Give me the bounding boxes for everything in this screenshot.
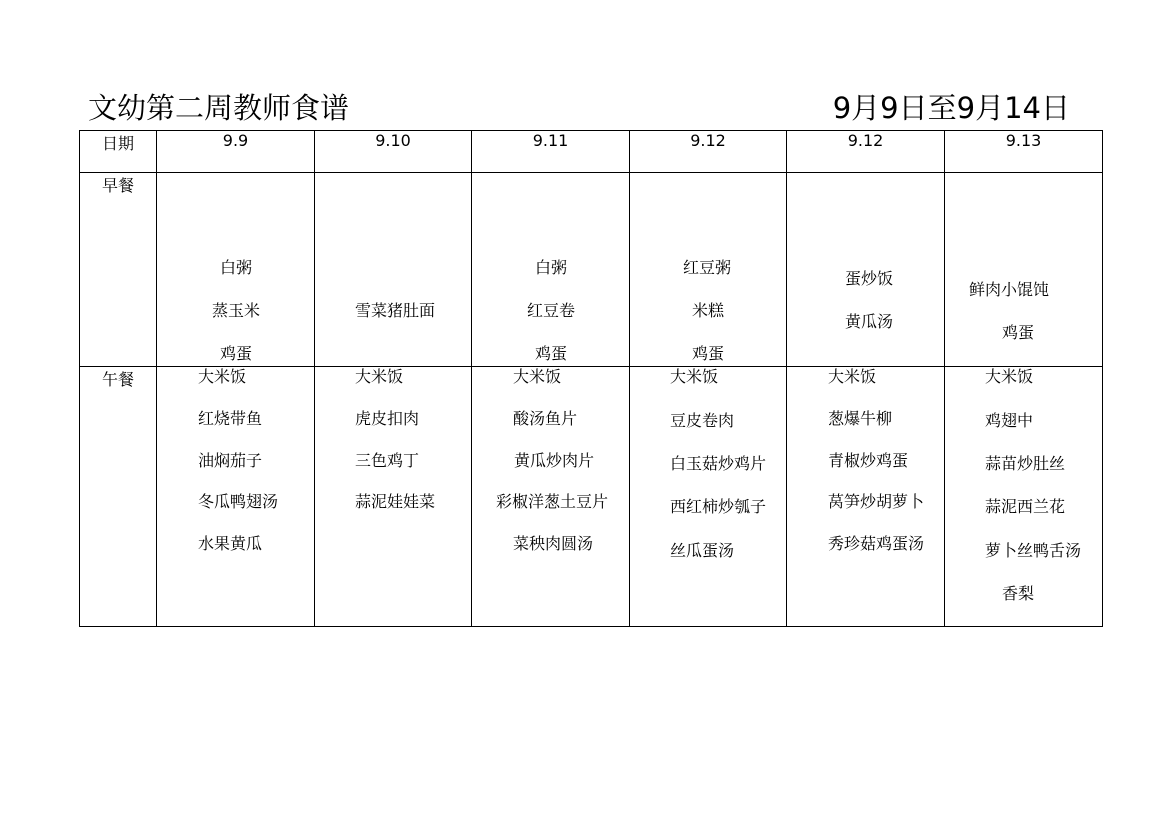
date-cell: 9.11 — [472, 131, 630, 173]
menu-item: 蒜泥西兰花 — [985, 497, 1066, 516]
menu-item: 黄瓜炒肉片 — [514, 451, 595, 470]
menu-item: 大米饭 — [513, 367, 562, 386]
menu-item: 白玉菇炒鸡片 — [670, 454, 767, 473]
menu-item: 丝瓜蛋汤 — [670, 541, 735, 560]
lunch-row — [80, 367, 1103, 627]
menu-item: 虎皮扣肉 — [355, 409, 420, 428]
menu-item: 白粥 — [220, 258, 253, 277]
menu-item: 菜秧肉圆汤 — [513, 534, 594, 553]
menu-item: 酸汤鱼片 — [513, 409, 578, 428]
menu-table — [79, 130, 1103, 627]
menu-item: 蒜苗炒肚丝 — [985, 454, 1066, 473]
menu-item: 三色鸡丁 — [355, 451, 420, 470]
menu-item: 鸡蛋 — [220, 344, 253, 363]
menu-item: 大米饭 — [985, 367, 1034, 386]
menu-item: 鸡蛋 — [535, 344, 568, 363]
menu-item: 葱爆牛柳 — [828, 409, 893, 428]
menu-item: 萝卜丝鸭舌汤 — [985, 541, 1082, 560]
menu-item: 蛋炒饭 — [845, 269, 894, 288]
menu-item: 冬瓜鸭翅汤 — [198, 492, 279, 511]
date-cell: 9.12 — [787, 131, 945, 173]
date-cell: 9.12 — [630, 131, 787, 173]
date-cell: 9.13 — [945, 131, 1103, 173]
menu-item: 米糕 — [692, 301, 725, 320]
lunch-label: 午餐 — [80, 367, 157, 627]
menu-item: 黄瓜汤 — [845, 312, 894, 331]
breakfast-cell — [472, 173, 630, 367]
menu-item: 蒜泥娃娃菜 — [355, 492, 436, 511]
breakfast-cell — [787, 173, 945, 367]
menu-item: 豆皮卷肉 — [670, 411, 735, 430]
breakfast-cell — [315, 173, 472, 367]
menu-item: 油焖茄子 — [198, 451, 263, 470]
menu-item: 大米饭 — [828, 367, 877, 386]
menu-item: 蒸玉米 — [212, 301, 261, 320]
menu-item: 大米饭 — [198, 367, 247, 386]
lunch-cell — [787, 367, 945, 627]
breakfast-cell — [157, 173, 315, 367]
menu-item: 大米饭 — [355, 367, 404, 386]
menu-item: 红豆卷 — [527, 301, 576, 320]
menu-item: 大米饭 — [670, 367, 719, 386]
breakfast-cell — [630, 173, 787, 367]
lunch-cell — [472, 367, 630, 627]
menu-item: 秀珍菇鸡蛋汤 — [828, 534, 925, 553]
menu-item: 雪菜猪肚面 — [355, 301, 436, 320]
page-title: 文幼第二周教师食谱 — [88, 91, 350, 125]
menu-item: 鲜肉小馄饨 — [969, 280, 1050, 299]
date-header: 日期 — [80, 131, 157, 173]
date-range: 9月9日至9月14日 — [832, 91, 1070, 125]
menu-item: 西红柿炒瓠子 — [670, 497, 767, 516]
menu-item: 彩椒洋葱土豆片 — [496, 492, 609, 511]
menu-item: 鸡翅中 — [985, 411, 1034, 430]
menu-item: 红烧带鱼 — [198, 409, 263, 428]
lunch-cell — [315, 367, 472, 627]
date-row — [80, 131, 1103, 173]
lunch-cell — [630, 367, 787, 627]
menu-item: 鸡蛋 — [1002, 323, 1035, 342]
menu-item: 鸡蛋 — [692, 344, 725, 363]
menu-item: 莴笋炒胡萝卜 — [828, 492, 925, 511]
menu-item: 红豆粥 — [683, 258, 732, 277]
date-cell: 9.10 — [315, 131, 472, 173]
breakfast-row — [80, 173, 1103, 367]
breakfast-label: 早餐 — [80, 173, 157, 367]
menu-item: 青椒炒鸡蛋 — [828, 451, 909, 470]
menu-item: 白粥 — [535, 258, 568, 277]
menu-item: 水果黄瓜 — [198, 534, 263, 553]
menu-item: 香梨 — [1002, 584, 1035, 603]
lunch-cell — [157, 367, 315, 627]
breakfast-cell — [945, 173, 1103, 367]
date-cell: 9.9 — [157, 131, 315, 173]
lunch-cell — [945, 367, 1103, 627]
